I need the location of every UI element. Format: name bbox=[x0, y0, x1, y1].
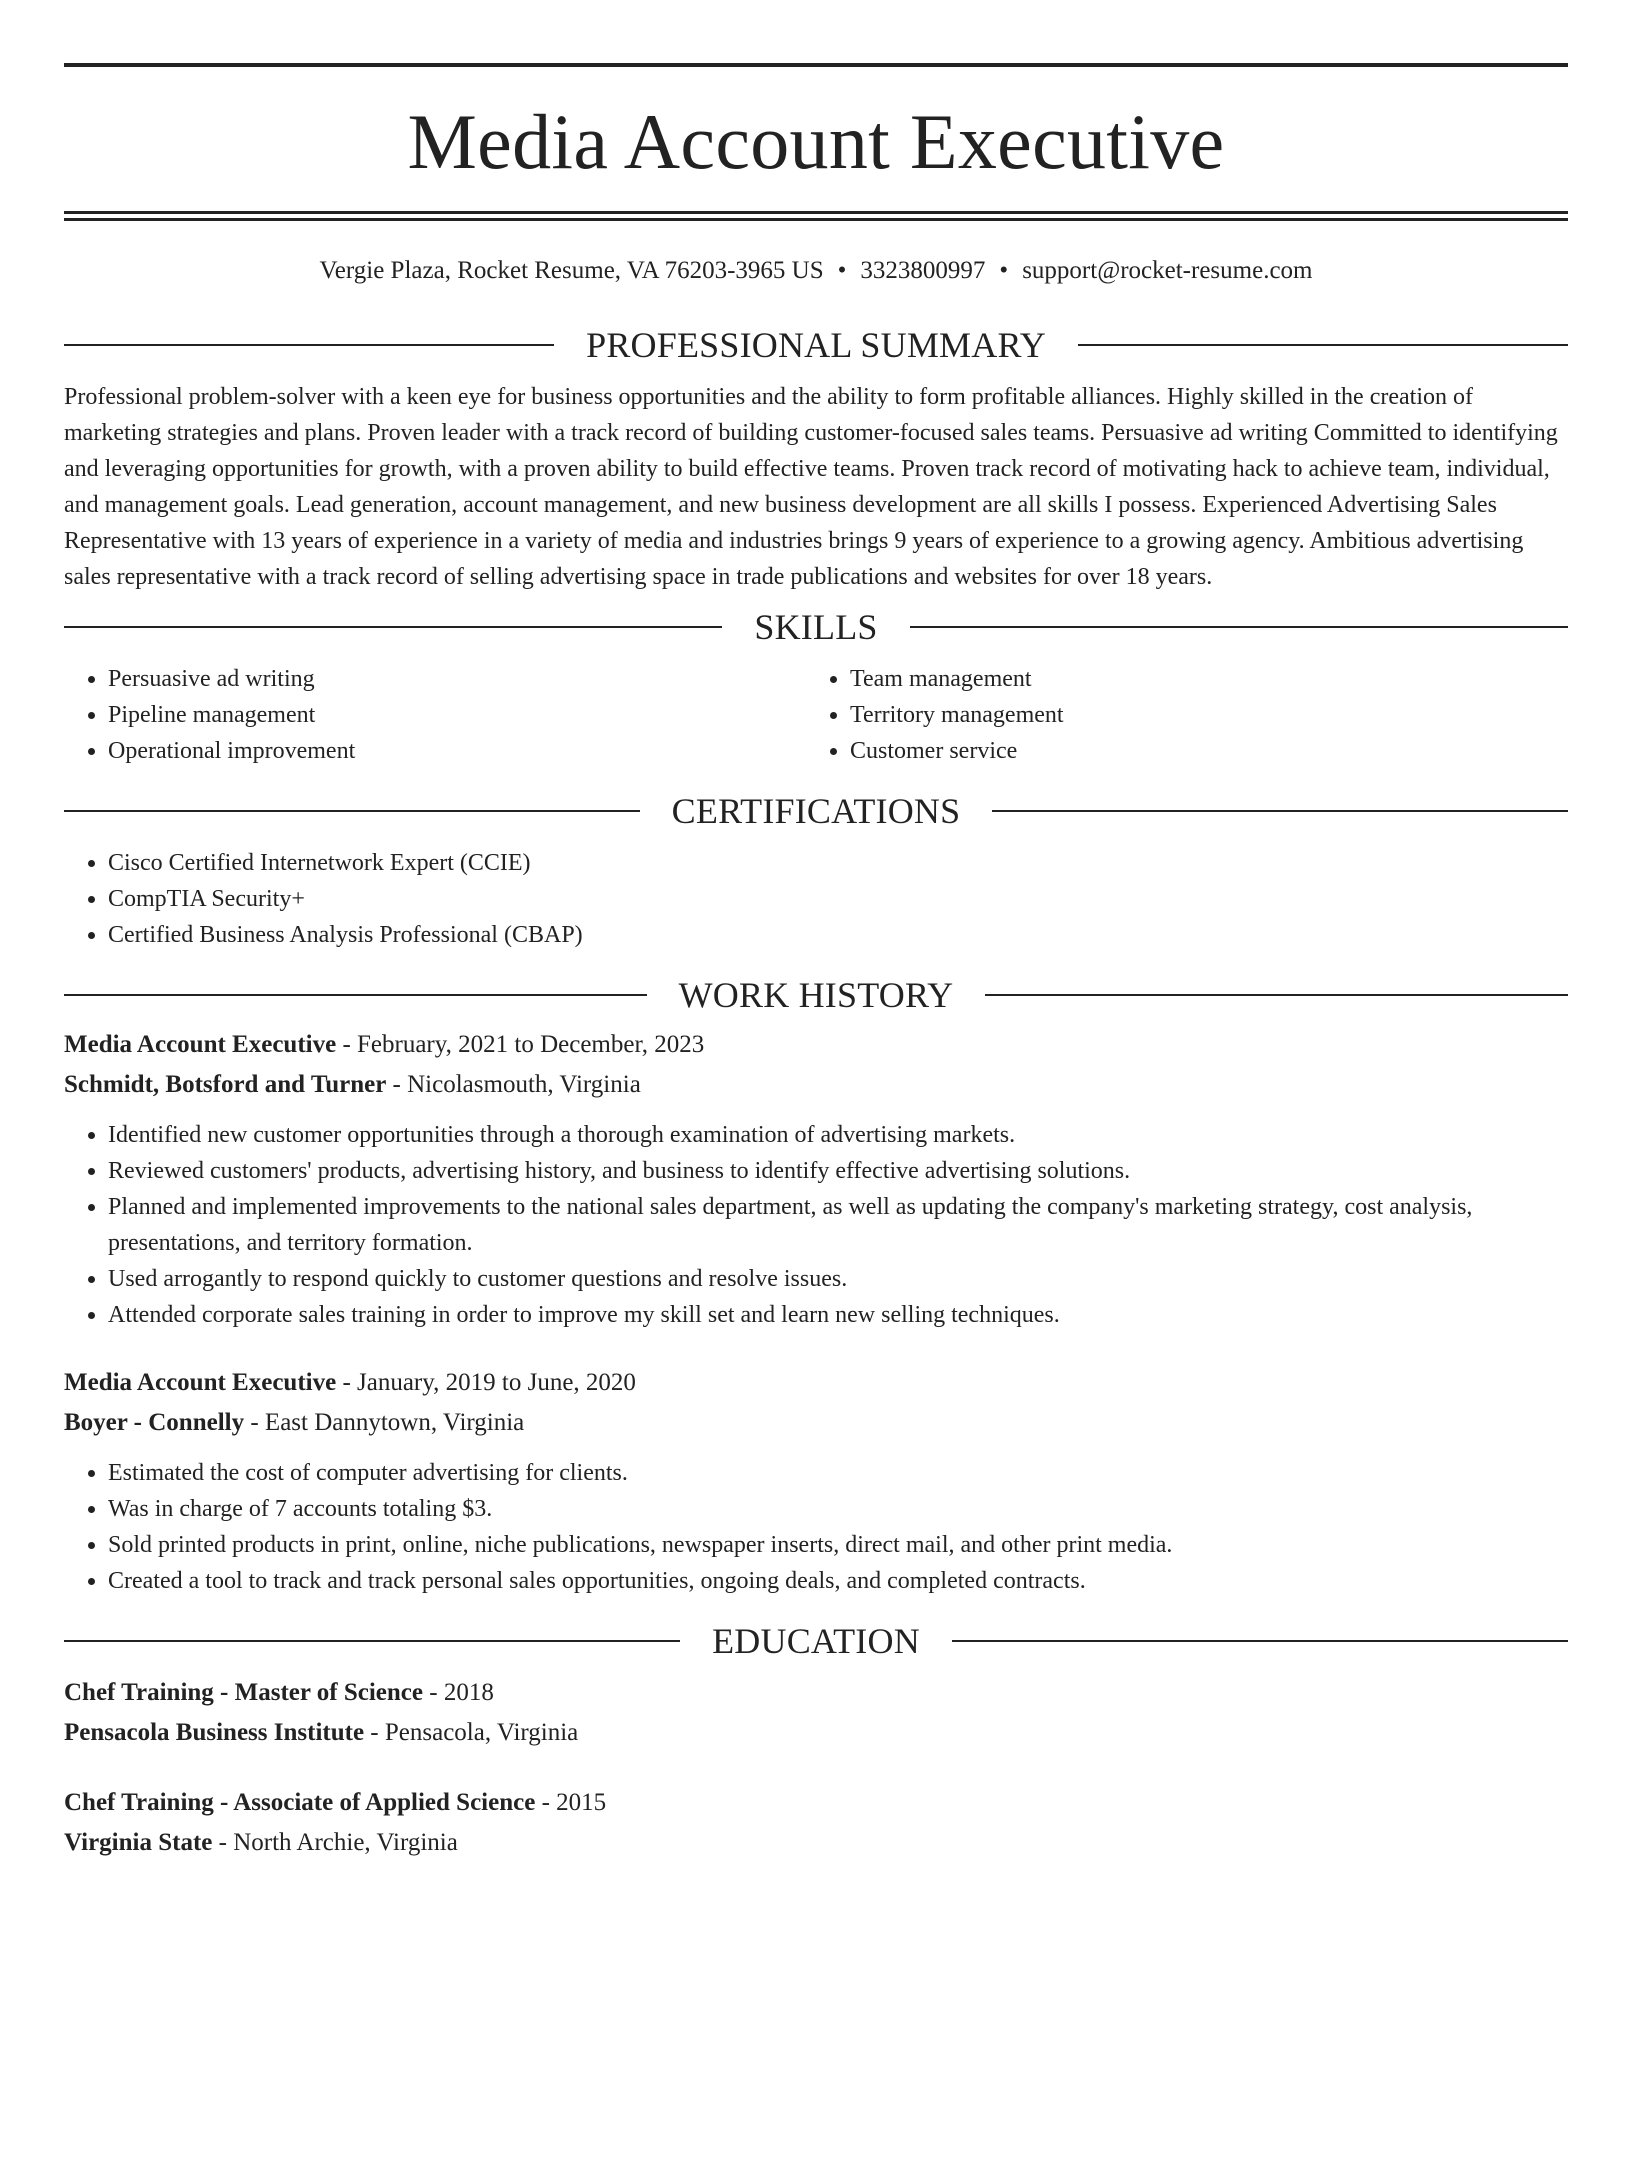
job-location: East Dannytown, Virginia bbox=[264, 1409, 525, 1436]
section-heading-skills bbox=[64, 607, 1568, 647]
heading-rule bbox=[64, 344, 554, 346]
resume-title: Media Account Executive bbox=[407, 98, 1225, 185]
job-title-line bbox=[64, 1363, 1568, 1403]
heading-label: WORK HISTORY bbox=[678, 975, 954, 1015]
certification-item: • Cisco Certified Internetwork Expert (CCIE) bbox=[108, 845, 1568, 881]
dash: - bbox=[244, 1409, 265, 1436]
education-school: Virginia State bbox=[64, 1829, 213, 1856]
job-duty-item: • Used arrogantly to respond quickly to customer questions and resolve issues. bbox=[108, 1261, 1568, 1297]
heading-rule bbox=[992, 810, 1568, 812]
skill-item: • Customer service bbox=[850, 733, 1548, 769]
contact-phone: 3323800997 bbox=[860, 257, 986, 284]
skill-item: • Team management bbox=[850, 661, 1548, 697]
job-title: Media Account Executive bbox=[64, 1031, 337, 1058]
education-entry bbox=[64, 1673, 1568, 1753]
job-entry bbox=[64, 1025, 1568, 1333]
job-duty-item: • Was in charge of 7 accounts totaling $3. bbox=[108, 1491, 1568, 1527]
education-degree: Chef Training - Associate of Applied Science bbox=[64, 1789, 536, 1816]
certifications-list bbox=[64, 845, 1568, 953]
heading-label: PROFESSIONAL SUMMARY bbox=[586, 325, 1046, 365]
heading-label: CERTIFICATIONS bbox=[671, 791, 961, 831]
job-duty-item: • Identified new customer opportunities through a thorough examination of advertising markets. bbox=[108, 1117, 1568, 1153]
job-duties-list bbox=[64, 1455, 1568, 1599]
dash: - bbox=[364, 1719, 385, 1746]
dash: - bbox=[336, 1031, 358, 1058]
education-entry bbox=[64, 1783, 1568, 1863]
education-location: Pensacola, Virginia bbox=[384, 1719, 579, 1746]
job-duty-item: • Estimated the cost of computer advertising for clients. bbox=[108, 1455, 1568, 1491]
job-title: Media Account Executive bbox=[64, 1369, 337, 1396]
education-year: 2015 bbox=[556, 1789, 607, 1816]
education-school-line bbox=[64, 1823, 1568, 1863]
heading-label: EDUCATION bbox=[712, 1621, 920, 1661]
dash: - bbox=[386, 1071, 408, 1098]
education-degree-line bbox=[64, 1783, 1568, 1823]
resume-page bbox=[0, 63, 1632, 2175]
job-duties-list bbox=[64, 1117, 1568, 1333]
job-title-line bbox=[64, 1025, 1568, 1065]
contact-email: support@rocket-resume.com bbox=[1022, 257, 1313, 284]
job-dates: January, 2019 to June, 2020 bbox=[357, 1369, 636, 1396]
title-double-rule bbox=[64, 211, 1568, 221]
dash: - bbox=[535, 1789, 557, 1816]
job-entry bbox=[64, 1363, 1568, 1599]
education-school-line bbox=[64, 1713, 1568, 1753]
dash: - bbox=[212, 1829, 234, 1856]
skill-item: • Pipeline management bbox=[108, 697, 806, 733]
section-heading-certifications bbox=[64, 791, 1568, 831]
job-duty-item: • Reviewed customers' products, advertising history, and business to identify effective advertising solutions. bbox=[108, 1153, 1568, 1189]
education-school: Pensacola Business Institute bbox=[64, 1719, 365, 1746]
heading-rule bbox=[64, 994, 647, 996]
section-heading-work-history bbox=[64, 975, 1568, 1015]
skill-item: • Operational improvement bbox=[108, 733, 806, 769]
job-location: Nicolasmouth, Virginia bbox=[407, 1071, 641, 1098]
skill-item: • Territory management bbox=[850, 697, 1548, 733]
skills-column-left bbox=[64, 661, 806, 769]
contact-separator: • bbox=[837, 257, 847, 284]
job-company: Boyer - Connelly bbox=[64, 1409, 245, 1436]
dash: - bbox=[336, 1369, 358, 1396]
heading-rule bbox=[64, 810, 640, 812]
job-company-line bbox=[64, 1403, 1568, 1443]
certification-item: • Certified Business Analysis Professional (CBAP) bbox=[108, 917, 1568, 953]
job-duty-item: • Created a tool to track and track personal sales opportunities, ongoing deals, and completed contracts. bbox=[108, 1563, 1568, 1599]
heading-rule bbox=[952, 1640, 1568, 1642]
contact-address: Vergie Plaza, Rocket Resume, VA 76203-3965 US bbox=[319, 257, 824, 284]
job-company-line bbox=[64, 1065, 1568, 1105]
summary-paragraph: Professional problem-solver with a keen eye for business opportunities and the ability to form profitable alliances. Highly skilled in the creation of marketing strategies and plans. Proven leader with a track record of building customer-focused sales teams. Persuasive ad writing Committed to identifying and leveraging opportunities for growth, with a proven ability to build effective teams. Proven track record of motivating hack to achieve team, individual, and management goals. Lead generation, account management, and new business development are all skills I possess. Experienced Advertising Sales Representative with 13 years of experience in a variety of media and industries brings 9 years of experience to a growing agency. Ambitious advertising sales representative with a track record of selling advertising space in trade publications and websites for over 18 years. bbox=[64, 384, 1558, 590]
certification-item: • CompTIA Security+ bbox=[108, 881, 1568, 917]
skills-column-right bbox=[806, 661, 1548, 769]
skill-item: • Persuasive ad writing bbox=[108, 661, 806, 697]
contact-line bbox=[64, 258, 1568, 288]
heading-rule bbox=[64, 626, 722, 628]
section-heading-summary bbox=[64, 325, 1568, 365]
heading-rule bbox=[1078, 344, 1568, 346]
job-dates: February, 2021 to December, 2023 bbox=[357, 1031, 705, 1058]
skills-list bbox=[64, 661, 1568, 769]
job-duty-item: • Planned and implemented improvements to the national sales department, as well as updating the company's marketing strategy, cost analysis, presentations, and territory formation. bbox=[108, 1189, 1568, 1261]
section-heading-education bbox=[64, 1621, 1568, 1661]
heading-label: SKILLS bbox=[754, 607, 878, 647]
contact-separator: • bbox=[999, 257, 1009, 284]
job-duty-item: • Attended corporate sales training in order to improve my skill set and learn new selling techniques. bbox=[108, 1297, 1568, 1333]
education-location: North Archie, Virginia bbox=[233, 1829, 458, 1856]
heading-rule bbox=[985, 994, 1568, 996]
education-year: 2018 bbox=[443, 1679, 494, 1706]
heading-rule bbox=[910, 626, 1568, 628]
dash: - bbox=[422, 1679, 444, 1706]
education-degree: Chef Training - Master of Science bbox=[64, 1679, 423, 1706]
job-company: Schmidt, Botsford and Turner bbox=[64, 1071, 387, 1098]
job-duty-item: • Sold printed products in print, online, niche publications, newspaper inserts, direct mail, and other print media. bbox=[108, 1527, 1568, 1563]
education-degree-line bbox=[64, 1673, 1568, 1713]
heading-rule bbox=[64, 1640, 680, 1642]
